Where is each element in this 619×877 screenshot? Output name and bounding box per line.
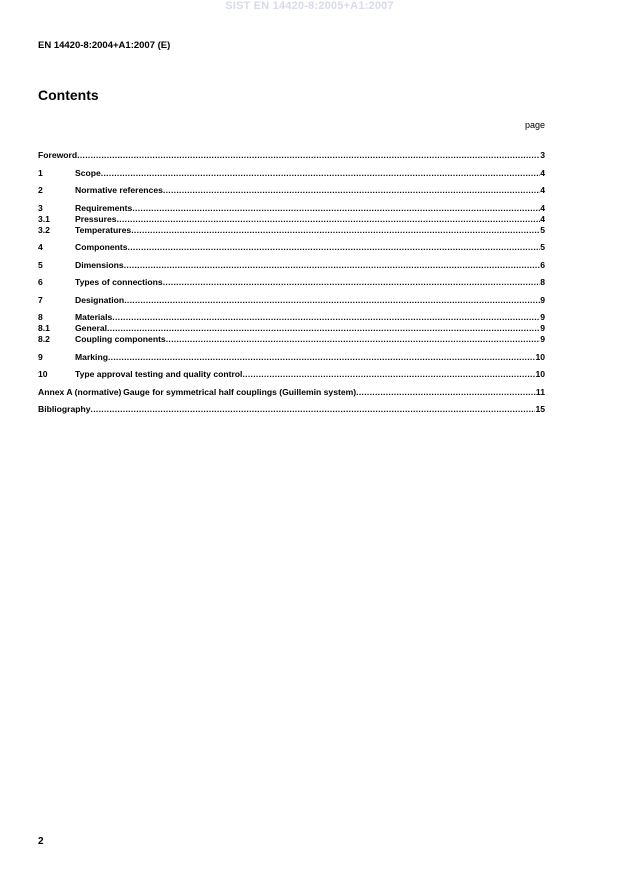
toc-entry-page: 9	[540, 312, 545, 322]
toc-entry-number: 8	[38, 312, 43, 322]
toc-entry-page: 5	[540, 224, 545, 235]
toc-entry-number: 6	[38, 277, 43, 287]
toc-entry-page: 4	[540, 202, 545, 213]
contents-title: Contents	[38, 87, 99, 103]
toc-leader-dots	[117, 214, 541, 225]
toc-entry-number: 2	[38, 185, 43, 195]
toc-entry-number: 3.2	[38, 224, 50, 235]
toc-leader-dots	[101, 168, 540, 179]
toc-entry-foreword[interactable]	[38, 150, 545, 161]
toc-leader-dots	[91, 404, 536, 415]
toc-entry-title: Marking	[75, 351, 108, 362]
toc-entry-title: Coupling components	[75, 334, 166, 344]
toc-entry-number: 5	[38, 259, 43, 270]
toc-entry-type-approval-testing[interactable]	[38, 369, 545, 380]
toc-entry-title: General	[75, 323, 108, 333]
toc-entry-title: Pressures	[75, 213, 117, 224]
toc-entry-general[interactable]	[38, 323, 545, 334]
toc-entry-temperatures[interactable]	[38, 225, 545, 236]
toc-leader-dots	[124, 260, 541, 271]
footer-page-number: 2	[38, 836, 44, 847]
toc-leader-dots	[163, 277, 541, 288]
toc-entry-materials[interactable]	[38, 312, 545, 323]
toc-entry-number: 10	[38, 369, 48, 379]
toc-entry-title: Requirements	[75, 202, 133, 213]
watermark: SIST EN 14420-8:2005+A1:2007	[225, 0, 394, 12]
toc-entry-designation[interactable]	[38, 295, 545, 306]
toc-entry-page: 8	[540, 277, 545, 287]
toc-leader-dots	[108, 352, 535, 363]
toc-entry-number: 4	[38, 242, 43, 252]
toc-entry-title: Bibliography	[38, 404, 91, 414]
toc-entry-title: Type approval testing and quality control	[75, 369, 243, 379]
toc-entry-page: 9	[540, 294, 545, 305]
toc-entry-page: 4	[540, 213, 545, 224]
toc-entry-title: Types of connections	[75, 277, 163, 287]
toc-entry-page: 6	[540, 259, 545, 270]
toc-entry-title: Scope	[75, 167, 101, 178]
toc-entry-scope[interactable]	[38, 168, 545, 179]
toc-entry-title: Designation	[75, 294, 125, 305]
page-column-label: page	[524, 120, 545, 130]
toc-entry-requirements[interactable]	[38, 203, 545, 214]
toc-entry-page: 3	[540, 150, 545, 160]
toc-entry-types-of-connections[interactable]	[38, 277, 545, 288]
toc-entry-number: 8.2	[38, 334, 50, 344]
toc-leader-dots	[242, 369, 535, 380]
toc-leader-dots	[107, 323, 540, 334]
toc-leader-dots	[163, 185, 540, 196]
toc-entry-number: 8.1	[38, 323, 50, 333]
toc-entry-page: 9	[540, 334, 545, 344]
toc-entry-page: 15	[535, 404, 545, 414]
toc-entry-number: 9	[38, 351, 43, 362]
toc-entry-page: 4	[540, 167, 545, 178]
toc-entry-normative-references[interactable]	[38, 185, 545, 196]
toc-entry-page: 10	[535, 351, 545, 362]
toc-entry-page: 11	[535, 386, 545, 397]
toc-leader-dots	[356, 387, 536, 398]
toc-leader-dots	[124, 295, 540, 306]
toc-entry-page: 4	[540, 185, 545, 195]
toc-entry-page: 10	[535, 369, 545, 379]
toc-entry-annex-label: Annex A (normative)	[38, 386, 122, 397]
toc-leader-dots	[112, 312, 540, 323]
toc-entry-annex-a[interactable]	[38, 387, 545, 398]
toc-entry-title: Materials	[75, 312, 113, 322]
toc-entry-page: 9	[540, 323, 545, 333]
table-of-contents	[38, 150, 545, 415]
toc-entry-title: Dimensions	[75, 259, 124, 270]
toc-entry-coupling-components[interactable]	[38, 334, 545, 345]
toc-leader-dots	[77, 150, 540, 161]
toc-entry-number: 3.1	[38, 213, 50, 224]
toc-entry-page: 5	[540, 242, 545, 252]
toc-entry-title: Temperatures	[75, 224, 132, 235]
toc-leader-dots	[128, 242, 541, 253]
toc-entry-pressures[interactable]	[38, 214, 545, 225]
toc-entry-title: Foreword	[38, 150, 78, 160]
toc-leader-dots	[131, 225, 540, 236]
toc-entry-components[interactable]	[38, 242, 545, 253]
toc-entry-number: 1	[38, 167, 43, 178]
toc-entry-dimensions[interactable]	[38, 260, 545, 271]
toc-entry-number: 7	[38, 294, 43, 305]
toc-entry-number: 3	[38, 202, 43, 213]
toc-entry-title: Components	[75, 242, 128, 252]
toc-leader-dots	[132, 203, 540, 214]
document-id: EN 14420-8:2004+A1:2007 (E)	[38, 40, 171, 51]
toc-entry-title: Normative references	[75, 185, 163, 195]
toc-entry-marking[interactable]	[38, 352, 545, 363]
toc-entry-title: Gauge for symmetrical half couplings (Guillemin system)	[123, 386, 357, 397]
toc-leader-dots	[166, 334, 541, 345]
toc-entry-bibliography[interactable]	[38, 404, 545, 415]
